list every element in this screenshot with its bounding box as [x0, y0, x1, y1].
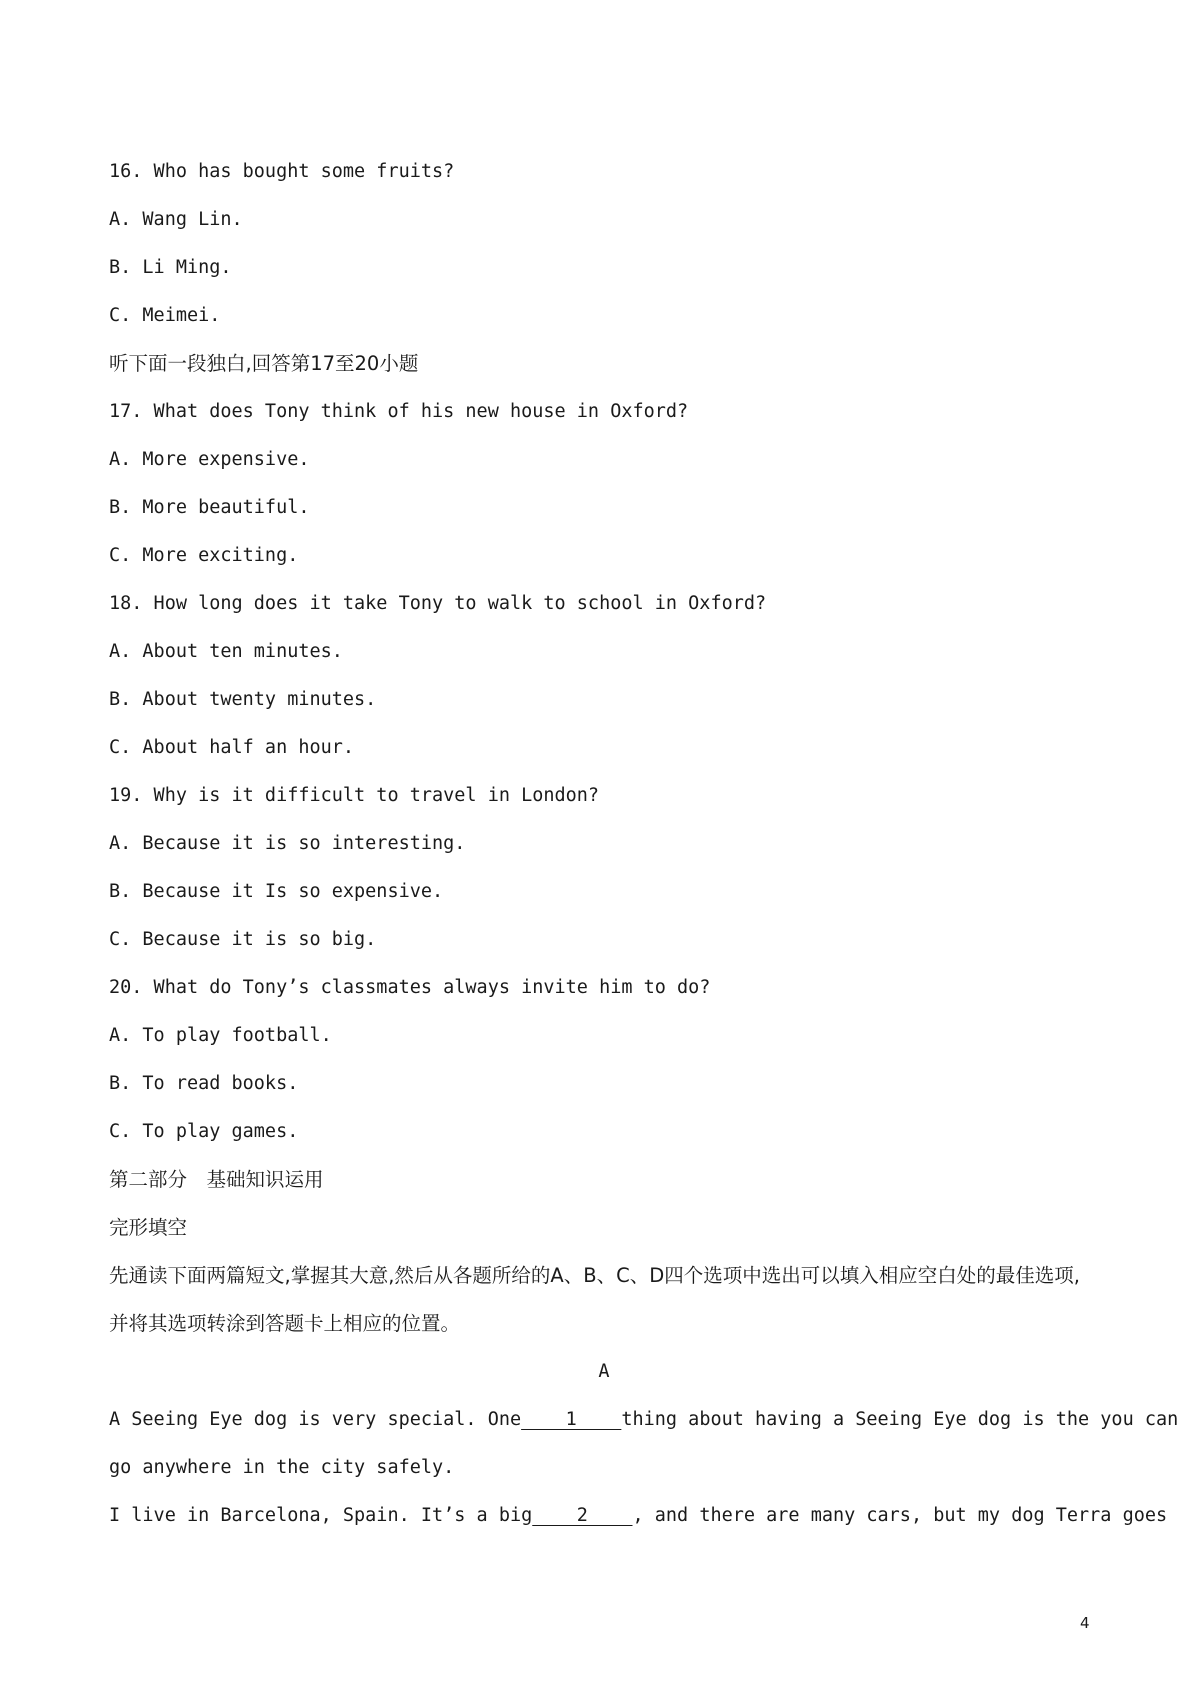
- question-19-option-a: A. Because it is so interesting.: [109, 833, 466, 854]
- question-16-option-c: C. Meimei.: [109, 305, 221, 326]
- passage-text: A Seeing Eye dog is very special. One: [109, 1409, 522, 1430]
- question-19-option-c: C. Because it is so big.: [109, 929, 377, 950]
- cloze-instruction: 先通读下面两篇短文,掌握其大意,然后从各题所给的A、B、C、D四个选项中选出可以填入相应空白处的最佳选项,并将其选项转涂到答题卡上相应的位置。: [109, 1264, 1080, 1335]
- question-17-stem: 17. What does Tony think of his new house in Oxford?: [109, 401, 689, 422]
- question-20-option-c: C. To play games.: [109, 1121, 299, 1142]
- question-16-option-b: B. Li Ming.: [109, 257, 232, 278]
- passage-line-3: [109, 1492, 1168, 1540]
- question-20-option-b: B. To read books.: [109, 1073, 299, 1094]
- question-18-option-a: A. About ten minutes.: [109, 641, 343, 662]
- cloze-title: 完形填空: [109, 1216, 188, 1239]
- question-18-stem: 18. How long does it take Tony to walk to school in Oxford?: [109, 593, 767, 614]
- blank-2: 2: [532, 1505, 633, 1526]
- question-18-option-c: C. About half an hour.: [109, 737, 355, 758]
- document-body: [109, 148, 1179, 1540]
- question-16-option-a: A. Wang Lin.: [109, 209, 243, 230]
- passage-text: I live in Barcelona, Spain. It’s a big: [109, 1505, 533, 1526]
- question-17-option-b: B. More beautiful.: [109, 497, 310, 518]
- passage-line-1: [109, 1396, 1179, 1444]
- monologue-instruction: 听下面一段独白,回答第17至20小题: [109, 352, 419, 375]
- question-19-stem: 19. Why is it difficult to travel in London?: [109, 785, 600, 806]
- question-19-option-b: B. Because it Is so expensive.: [109, 881, 444, 902]
- question-16-stem: 16. Who has bought some fruits?: [109, 161, 455, 182]
- question-20-stem: 20. What do Tony’s classmates always invite him to do?: [109, 977, 711, 998]
- question-18-option-b: B. About twenty minutes.: [109, 689, 377, 710]
- page-number: 4: [1080, 1614, 1090, 1632]
- passage-label: A: [598, 1361, 610, 1382]
- part-two-title: 第二部分 基础知识运用: [109, 1168, 324, 1191]
- blank-1: 1: [521, 1409, 622, 1430]
- question-17-option-c: C. More exciting.: [109, 545, 299, 566]
- passage-line-2: go anywhere in the city safely.: [109, 1457, 455, 1478]
- passage-text: , and there are many cars, but my dog Terra goes: [632, 1505, 1168, 1526]
- question-17-option-a: A. More expensive.: [109, 449, 310, 470]
- passage-text: thing about having a Seeing Eye dog is the you can: [621, 1409, 1179, 1430]
- question-20-option-a: A. To play football.: [109, 1025, 332, 1046]
